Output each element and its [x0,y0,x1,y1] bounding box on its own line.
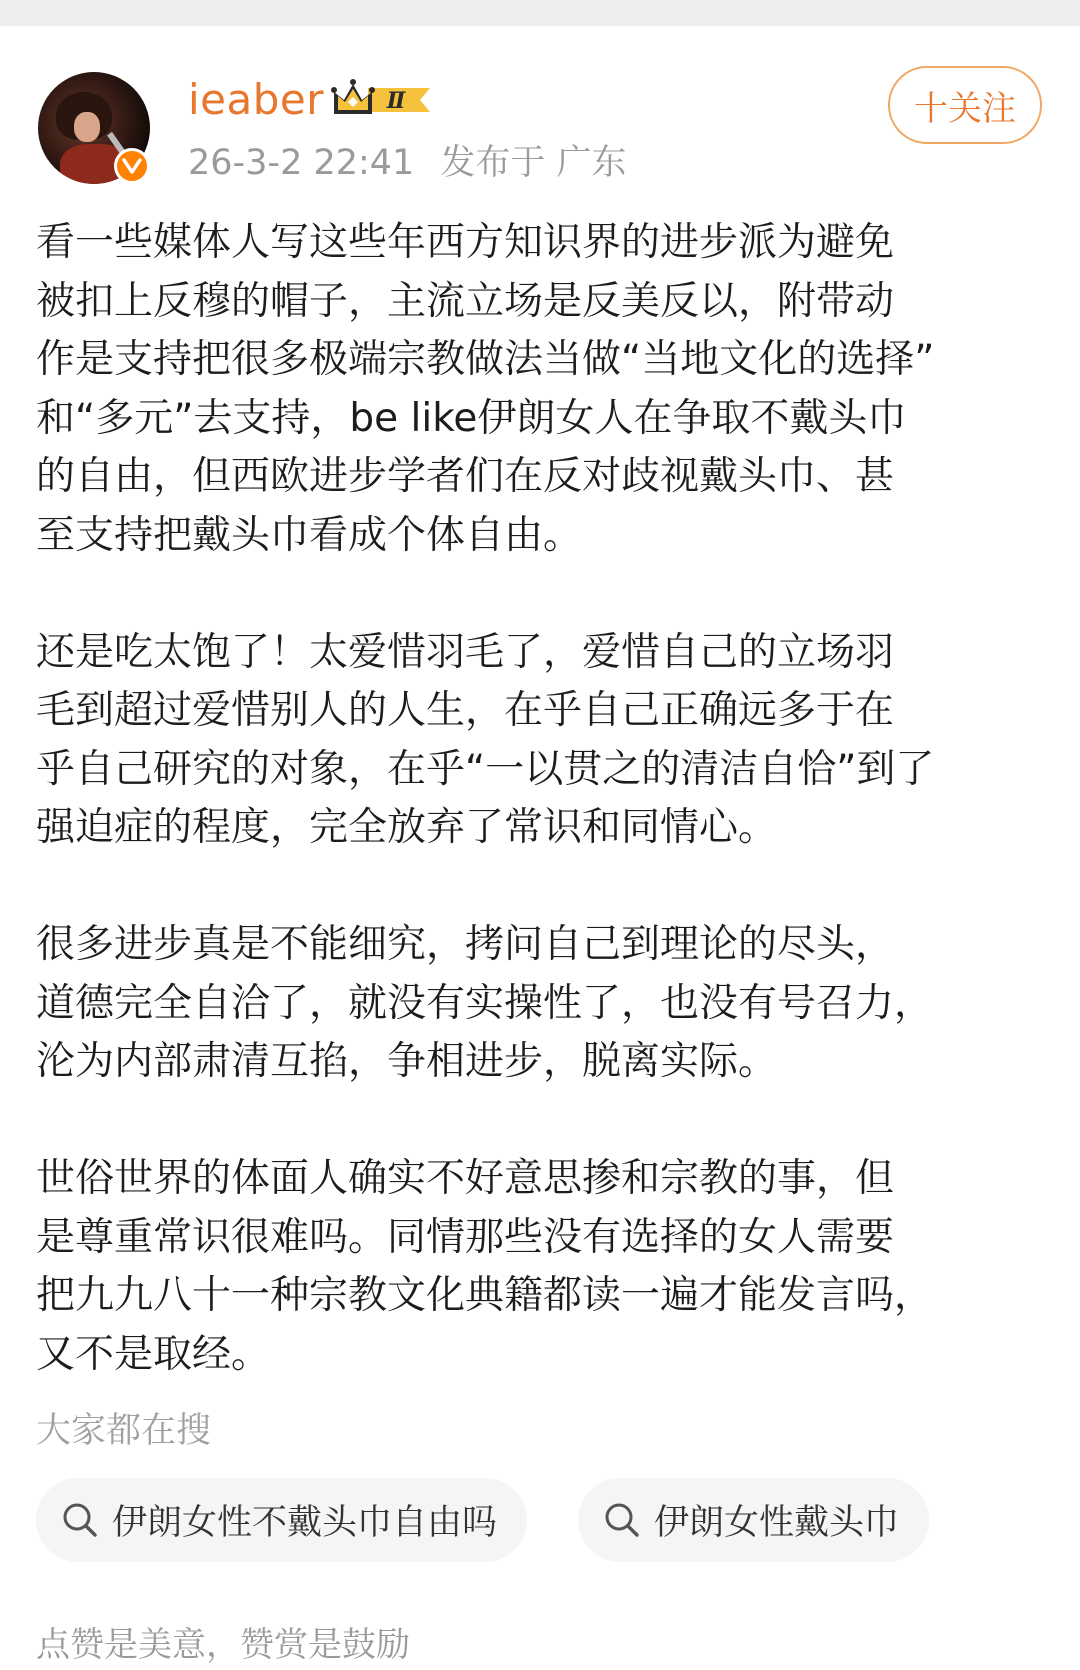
post-location: 发布于 广东 [440,143,627,183]
post-line: 道德完全自洽了，就没有实操性了，也没有号召力， [36,980,934,1026]
search-icon [60,1500,100,1540]
follow-button[interactable]: 十关注 [888,66,1042,144]
verified-check-icon [122,157,142,175]
search-chip-1[interactable] [36,1478,527,1562]
vip-crown-badge-icon[interactable] [330,76,440,124]
post-line: 强迫症的程度，完全放弃了常识和同情心。 [36,805,778,850]
post-line: 很多进步真是不能细究，拷问自己到理论的尽头， [36,922,895,967]
post-line: 至支持把戴头巾看成个体自由。 [36,512,583,558]
username[interactable]: ieaber [188,75,325,124]
post-line: 把九九八十一种宗教文化典籍都读一遍才能发言吗， [36,1273,934,1318]
post-time: 26-3-2 22:41 [188,143,415,183]
post-line: 作是支持把很多极端宗教做法当做“当地文化的选择” [36,337,935,382]
post-paragraph [36,1150,1048,1384]
post-line: 看一些媒体人写这些年西方知识界的进步派为避免 [36,220,895,265]
post-paragraph [36,624,1048,858]
post-line: 还是吃太饱了！太爱惜羽毛了，爱惜自己的立场羽 [36,629,895,675]
search-chip-label: 伊朗女性戴头巾 [654,1503,900,1543]
footer-hint: 点赞是美意，赞赏是鼓励 [36,1625,410,1665]
post-line: 被扣上反穆的帽子，主流立场是反美反以，附带动 [36,278,895,324]
top-divider [0,0,1080,26]
avatar-face [74,112,100,142]
post-line: 毛到超过爱惜别人的人生，在乎自己正确远多于在 [36,688,895,733]
post-body [36,214,1048,1443]
post-line: 世俗世界的体面人确实不好意思掺和宗教的事，但 [36,1156,895,1201]
vip-level-text: Ⅱ [386,88,406,114]
post-paragraph [36,916,1048,1092]
search-chip-label: 伊朗女性不戴头巾自由吗 [112,1503,498,1543]
verified-badge-icon [114,148,150,184]
trending-search-title: 大家都在搜 [36,1411,212,1451]
search-icon [602,1500,642,1540]
post-line: 的自由，但西欧进步学者们在反对歧视戴头巾、甚 [36,454,895,499]
post-line: 和“多元”去支持，be like伊朗女人在争取不戴头巾 [36,395,907,441]
post-paragraph [36,214,1048,565]
post-line: 乎自己研究的对象，在乎“一以贯之的清洁自恰”到了 [36,746,935,792]
post-line: 沦为内部肃清互掐，争相进步，脱离实际。 [36,1039,778,1084]
post-line: 是尊重常识很难吗。同情那些没有选择的女人需要 [36,1214,895,1260]
search-chip-2[interactable] [578,1478,929,1562]
post-meta [188,138,626,188]
post-line: 又不是取经。 [36,1331,271,1377]
